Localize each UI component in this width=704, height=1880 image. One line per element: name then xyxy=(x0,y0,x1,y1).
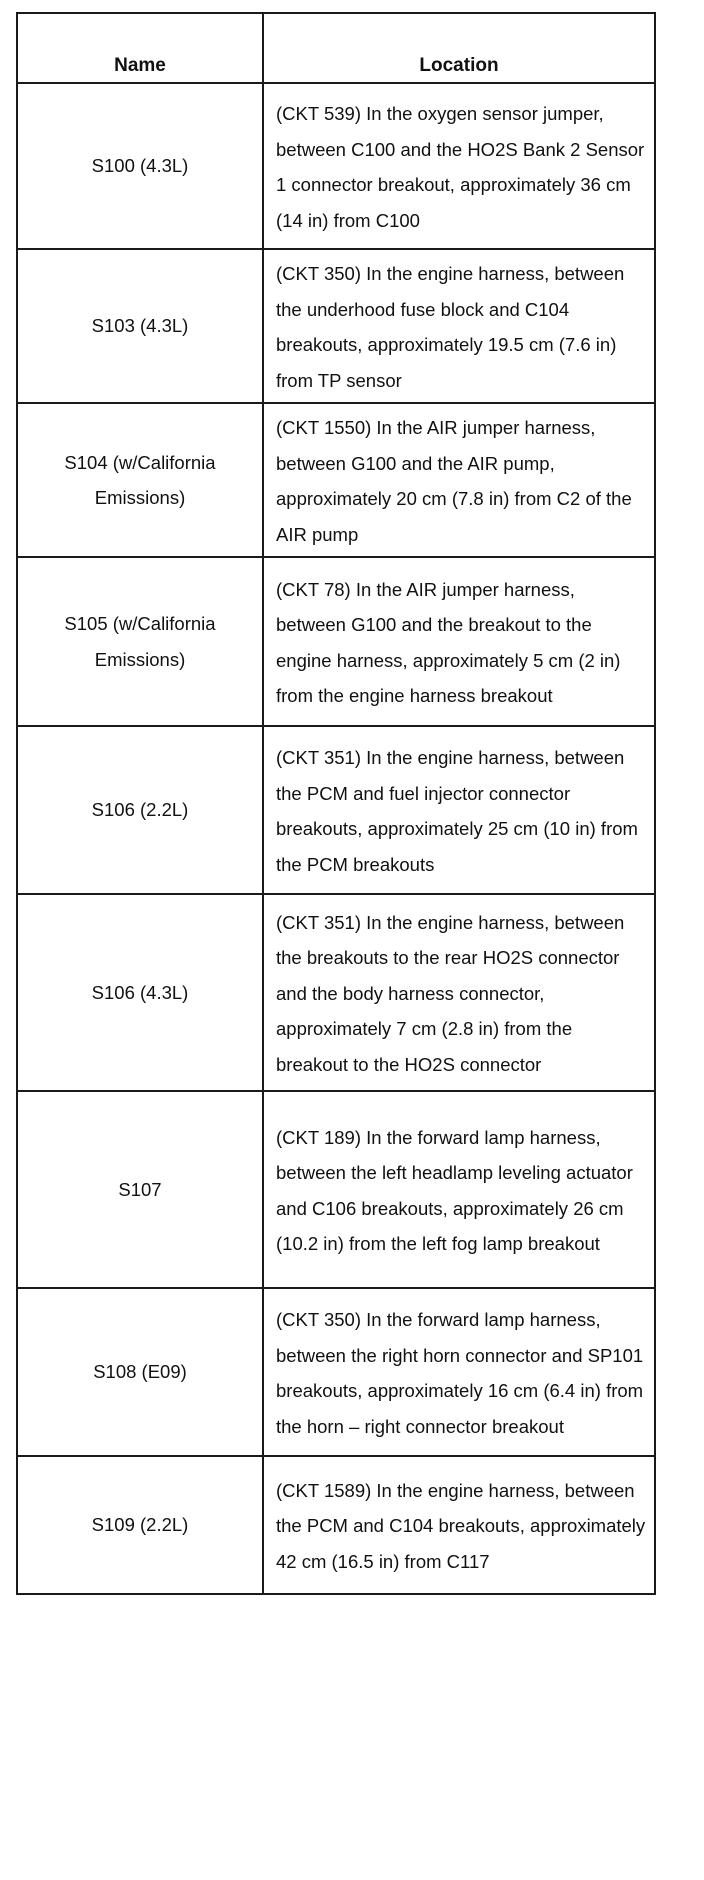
splice-location-cell xyxy=(263,1288,655,1456)
splice-location: (CKT 1589) In the engine harness, between the PCM and C104 breakouts, approximately 42 cm (16.5 in) from C117 xyxy=(276,1479,646,1572)
name-column-header: Name xyxy=(17,13,263,83)
splice-name: S103 (4.3L) xyxy=(91,315,189,337)
splice-location-cell xyxy=(263,249,655,403)
table-row xyxy=(17,1091,655,1288)
splice-name-cell xyxy=(17,403,263,557)
splice-location-cell xyxy=(263,894,655,1091)
splice-location: (CKT 78) In the AIR jumper harness, between G100 and the breakout to the engine harness, approximately 5 cm (2 in) from the engine harness breakout xyxy=(276,578,621,706)
splice-name-cell xyxy=(17,557,263,726)
splice-name-cell xyxy=(17,1091,263,1288)
splice-name-cell xyxy=(17,1456,263,1594)
splice-name: S100 (4.3L) xyxy=(91,155,189,177)
splice-name: S109 (2.2L) xyxy=(91,1514,189,1536)
table-row xyxy=(17,1456,655,1594)
table-row xyxy=(17,403,655,557)
splice-location-cell xyxy=(263,1456,655,1594)
splice-location: (CKT 350) In the forward lamp harness, between the right horn connector and SP101 breakouts, approximately 16 cm (6.4 in) from the horn – right connector breakout xyxy=(276,1309,644,1437)
splice-name-cell xyxy=(17,726,263,894)
splice-name: S104 (w/California Emissions) xyxy=(64,451,216,508)
splice-location: (CKT 350) In the engine harness, between the underhood fuse block and C104 breakouts, approximately 19.5 cm (7.6 in) from TP sensor xyxy=(276,263,625,391)
location-column-header: Location xyxy=(263,13,655,83)
splice-name-cell xyxy=(17,249,263,403)
table-row xyxy=(17,249,655,403)
table-row xyxy=(17,83,655,249)
splice-location-cell xyxy=(263,557,655,726)
splice-location-cell xyxy=(263,83,655,249)
splice-location-cell xyxy=(263,1091,655,1288)
splice-name: S106 (2.2L) xyxy=(91,799,189,821)
splice-location: (CKT 539) In the oxygen sensor jumper, between C100 and the HO2S Bank 2 Sensor 1 connector breakout, approximately 36 cm (14 in) from C100 xyxy=(276,103,645,231)
splice-name: S107 xyxy=(118,1178,162,1200)
splice-location-cell xyxy=(263,403,655,557)
splice-location-table xyxy=(16,12,656,1595)
splice-location: (CKT 189) In the forward lamp harness, between the left headlamp leveling actuator and C106 breakouts, approximately 26 cm (10.2 in) from the left fog lamp breakout xyxy=(276,1126,633,1254)
splice-location: (CKT 351) In the engine harness, between the breakouts to the rear HO2S connector and the body harness connector, approximately 7 cm (2.8 in) from the breakout to the HO2S connector xyxy=(276,911,625,1075)
splice-name: S105 (w/California Emissions) xyxy=(64,613,216,670)
splice-name-cell xyxy=(17,894,263,1091)
table-row xyxy=(17,726,655,894)
splice-name-cell xyxy=(17,1288,263,1456)
table-row xyxy=(17,557,655,726)
splice-location: (CKT 1550) In the AIR jumper harness, between G100 and the AIR pump, approximately 20 cm (7.8 in) from C2 of the AIR pump xyxy=(276,417,632,545)
splice-location: (CKT 351) In the engine harness, between the PCM and fuel injector connector breakouts, approximately 25 cm (10 in) from the PCM breakouts xyxy=(276,747,638,875)
splice-location-cell xyxy=(263,726,655,894)
table-row xyxy=(17,894,655,1091)
splice-name: S108 (E09) xyxy=(93,1361,187,1383)
table-row xyxy=(17,1288,655,1456)
splice-name-cell xyxy=(17,83,263,249)
table-header-row xyxy=(17,13,655,83)
splice-name: S106 (4.3L) xyxy=(91,981,189,1003)
